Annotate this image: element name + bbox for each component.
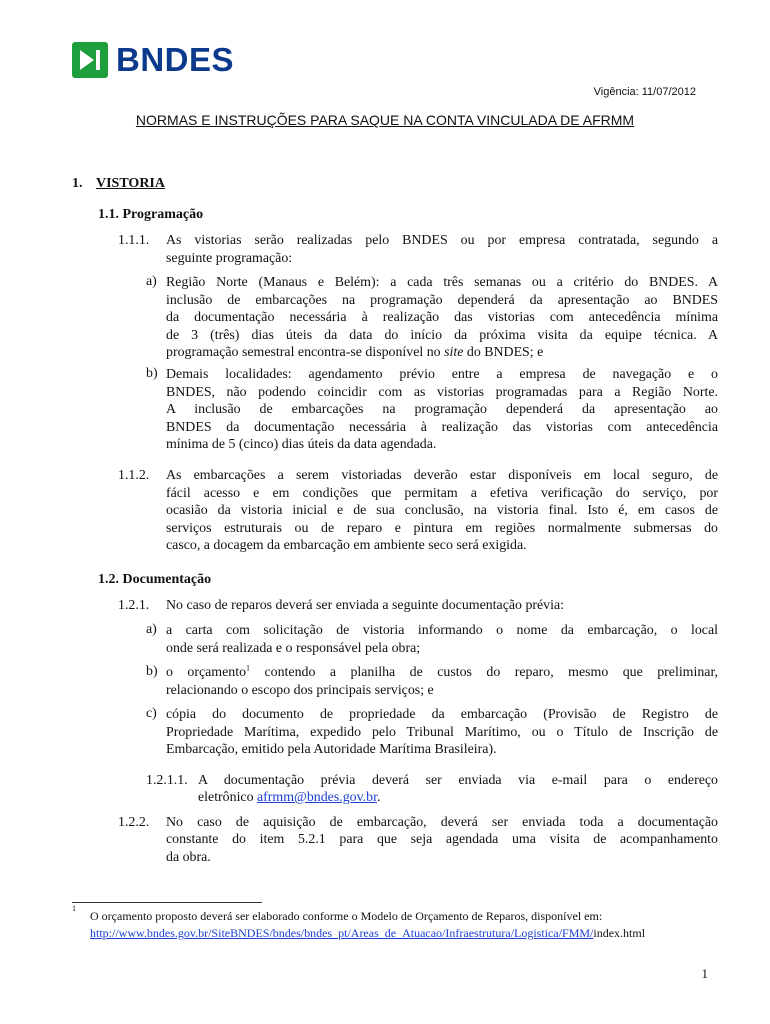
list-item-line: A inclusão de embarcações na programação dependerá da apresentação ao [166,402,718,417]
paragraph-line: As embarcações a serem vistoriadas deverão estar disponíveis em local seguro, de [166,468,718,483]
paragraph-line: casco, a docagem da embarcação em ambiente seco será exigida. [166,538,527,553]
list-item-line [166,344,718,362]
list-item-line: a carta com solicitação de vistoria informando o nome da embarcação, o local [166,623,718,638]
paragraph-line: da obra. [166,850,211,865]
list-label: a) [146,274,157,289]
page-number: 1 [701,966,708,981]
list-label: b) [146,664,158,679]
text-fragment: do BNDES; e [463,345,544,360]
footnote-number: 1 [72,904,76,913]
section-number: 1. [72,176,83,191]
paragraph-number: 1.1.2. [118,468,150,483]
paragraph-line [198,789,718,807]
list-label: a) [146,622,157,637]
paragraph-number: 1.2.2. [118,815,150,830]
bndes-logo-mark-icon [70,40,110,80]
text-fragment: . [376,790,381,805]
paragraph-number: 1.2.1. [118,598,150,613]
list-item-line [166,664,718,682]
list-item-line: Região Norte (Manaus e Belém): a cada três semanas ou a critério do BNDES. A [166,275,718,290]
document-title: NORMAS E INSTRUÇÕES PARA SAQUE NA CONTA VINCULADA DE AFRMM [135,112,635,128]
paragraph-line: serviços estruturais ou de reparo e pintura em regiões normalmente submersas do [166,521,718,536]
list-label: c) [146,706,157,721]
paragraph-line: seguinte programação: [166,251,293,266]
list-label: b) [146,366,158,381]
subsection-heading-programacao: 1.1. Programação [98,207,204,222]
section-heading [72,176,165,192]
text-fragment: programação semestral encontra-se disponível no [166,345,445,360]
paragraph-line: fácil acesso e em condições que permitam a efetiva verificação do serviço, por [166,486,718,501]
emphasis-site: site [444,345,464,360]
list-item-line: relacionando o escopo dos principais serviços; e [166,683,434,698]
bndes-logo-text: BNDES [116,41,235,78]
bndes-logo [70,40,234,80]
list-item-line: da documentação necessária à realização das vistorias com antecedência mínima [166,310,718,325]
footnote-text [90,908,720,942]
paragraph-line: constante do item 5.2.1 para que seja agendada uma visita de acompanhamento [166,832,718,847]
vigencia-date: Vigência: 11/07/2012 [593,86,696,98]
list-item-line: BNDES, não podendo coincidir com as vistorias programadas para a Região Norte. [166,385,718,400]
list-item-line: Embarcação, emitido pela Autoridade Marítima Brasileira). [166,742,497,757]
paragraph-line: No caso de reparos deverá ser enviada a seguinte documentação prévia: [166,598,565,613]
list-item-line: Demais localidades: agendamento prévio entre a empresa de navegação e o [166,367,718,382]
subsection-heading-documentacao: 1.2. Documentação [98,572,212,587]
paragraph-line: No caso de aquisição de embarcação, deverá ser enviada toda a documentação [166,815,718,830]
text-fragment: eletrônico [198,790,258,805]
paragraph-number: 1.2.1.1. [146,773,188,788]
paragraph-line: As vistorias serão realizadas pelo BNDES ou por empresa contratada, segundo a [166,233,718,248]
text-fragment: contendo a planilha de custos do reparo, mesmo que preliminar, [250,665,718,680]
email-link[interactable]: afrmm@bndes.gov.br [257,790,377,805]
footnote-reference[interactable]: 1 [246,663,251,673]
list-item-line: inclusão de embarcações na programação dependerá da apresentação ao BNDES [166,293,718,308]
list-item-line: mínima de 5 (cinco) dias úteis da data agendada. [166,437,437,452]
list-item-line: cópia do documento de propriedade da embarcação (Provisão de Registro de [166,707,718,722]
paragraph-line: ocasião da vistoria inicial e de sua conclusão, na vistoria final. Isto é, em casos de [166,503,718,518]
footnote-link-tail: index.html [593,926,646,940]
paragraph-number: 1.1.1. [118,233,150,248]
text-fragment: o orçamento [166,665,247,680]
list-item-line: de 3 (três) dias úteis da data do início da próxima visita da equipe técnica. A [166,328,718,343]
list-item-line: BNDES da documentação necessária à realização das vistorias com antecedência [166,420,718,435]
section-title: VISTORIA [96,176,165,191]
footnote-link[interactable]: http://www.bndes.gov.br/SiteBNDES/bndes/bndes_pt/Areas_de_Atuacao/Infraestrutura/Logistica/FMM/ [90,926,594,940]
paragraph-line: A documentação prévia deverá ser enviada via e-mail para o endereço [198,773,718,788]
footnote-body: O orçamento proposto deverá ser elaborado conforme o Modelo de Orçamento de Reparos, disponível em: [90,909,603,923]
footnote-divider [72,902,262,903]
list-item-line: onde será realizada e o responsável pela obra; [166,641,421,656]
list-item-line: Propriedade Marítima, expedido pelo Tribunal Marítimo, ou o Título de Inscrição de [166,725,718,740]
